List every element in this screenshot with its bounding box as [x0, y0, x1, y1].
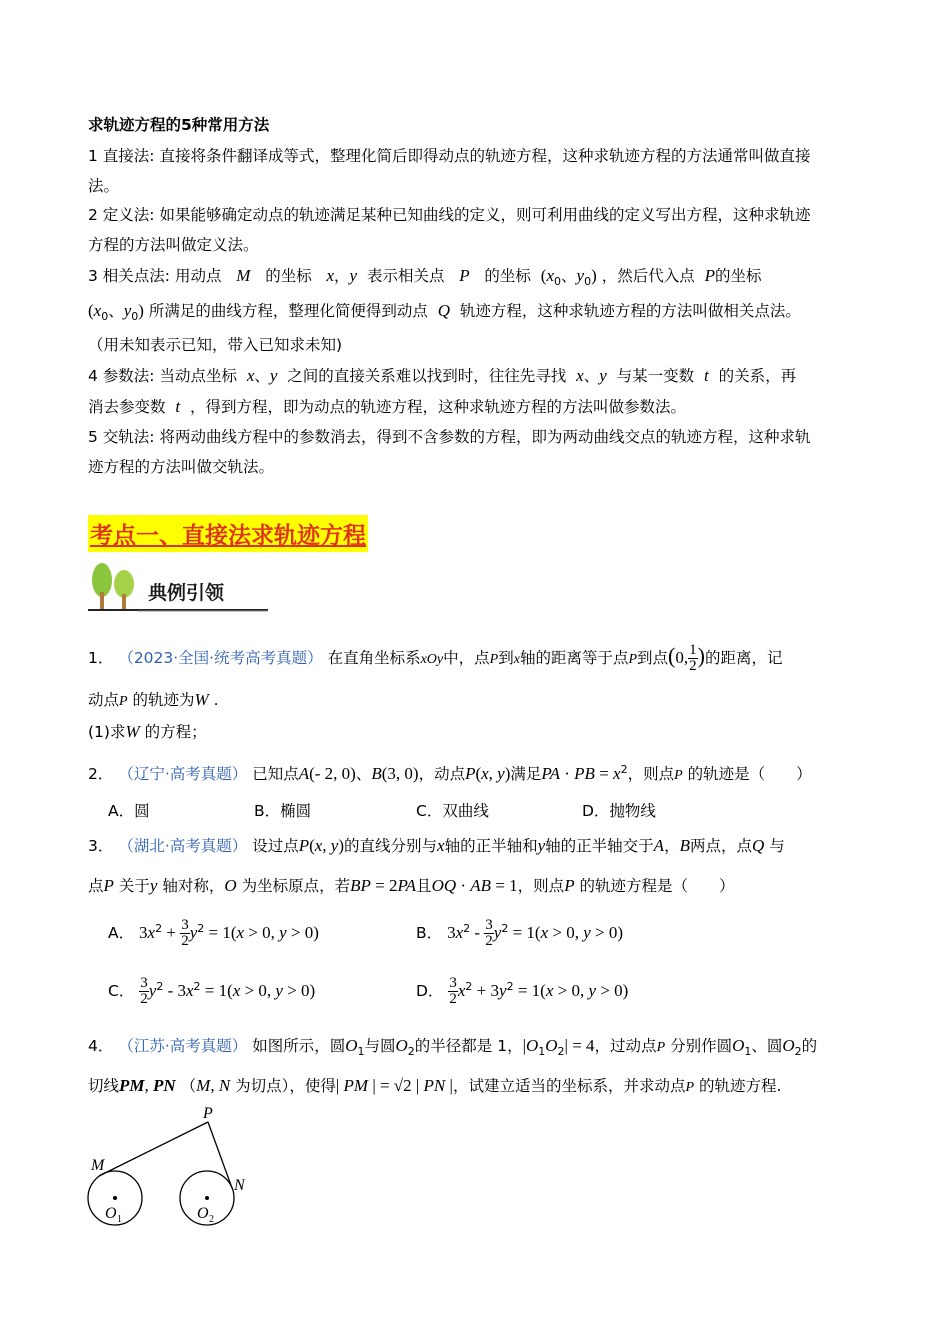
question-4-line-1: 4． （江苏·高考真题） 如图所示，圆$O_1$与圆$O_2$的半径都是 1，$|O_1O_2| = 4$，过动点P 分别作圆$O_1$、圆$O_2$的	[88, 1036, 818, 1059]
method-5-line-2: 迹方程的方法叫做交轨法。	[88, 458, 275, 476]
method-5-line-1: 5 交轨法: 将两动曲线方程中的参数消去，得到不含参数的方程，即为两动曲线交点的轨迹方程，这种求轨	[88, 428, 811, 446]
method-3-line-1: 3 相关点法: 用动点 M 的坐标 x，y 表示相关点 P 的坐标 ($x_0$、$y_0$) ，然后代入点 P的坐标	[88, 266, 762, 289]
label-m: M	[91, 1157, 105, 1174]
question-3-option-c: C． $\frac{3}{2}$ $y^2 - 3x^2 = 1(x > 0$, y > 0)	[108, 975, 316, 1007]
center-o1	[113, 1196, 117, 1200]
question-2-line-1: 2． （辽宁·高考真题） 已知点A(- 2, 0)、B(3, 0)，动点P(x, y)满足PA · PB = $x^2$，则点P 的轨迹是（ ）	[88, 763, 812, 784]
method-3-line-2: ($x_0$、$y_0$) 所满足的曲线方程，整理化简便得到动点 Q 轨迹方程，这种求轨迹方程的方法叫做相关点法。	[88, 301, 801, 324]
question-3-source: （湖北·高考真题）	[118, 837, 248, 855]
question-2-option-b: B．椭圆	[254, 802, 312, 820]
center-o2	[205, 1196, 209, 1200]
circles-figure	[85, 1100, 265, 1230]
tangent-pn	[208, 1122, 232, 1188]
method-4-line-2: 消去参变数 t ，得到方程，即为动点的轨迹方程，这种求轨迹方程的方法叫做参数法。	[88, 397, 686, 416]
section-title: 考点一、直接法求轨迹方程	[88, 515, 368, 552]
banner-label: 典例引领	[148, 582, 225, 604]
method-2-line-2: 方程的方法叫做定义法。	[88, 236, 259, 254]
label-o1: O	[105, 1205, 117, 1222]
svg-text:2: 2	[209, 1214, 214, 1225]
tangent-pm	[99, 1122, 208, 1176]
svg-text:1: 1	[117, 1214, 122, 1225]
question-2-source: （辽宁·高考真题）	[118, 765, 248, 784]
method-4-line-1: 4 参数法: 当动点坐标 x、y 之间的直接关系难以找到时，往往先寻找 x、y 与某一变数 t 的关系，再	[88, 366, 797, 385]
question-3-option-a: A． $3x^2$ + $\frac{3}{2}$ $y^2 = 1(x > 0$, y > 0)	[108, 917, 319, 949]
question-4-line-2: 切线PM, PN （M, N 为切点），使得| PM | = √2 | PN |，试建立适当的坐标系，并求动点P 的轨迹方程.	[88, 1076, 782, 1095]
question-2-option-d: D．抛物线	[582, 802, 656, 820]
question-3-option-d: D． $\frac{3}{2}$ $x^2 + 3y^2 = 1(x > 0$, y > 0)	[416, 975, 629, 1007]
question-1-sub-1: (1)求W 的方程；	[88, 722, 207, 741]
question-3-option-b: B． $3x^2$ - $\frac{3}{2}$ $y^2 = 1(x > 0$, y > 0)	[416, 917, 624, 949]
question-1-source: （2023·全国·统考高考真题）	[118, 649, 323, 667]
method-1-line-1: 1 直接法: 直接将条件翻译成等式，整理化简后即得动点的轨迹方程，这种求轨迹方程的方法通常叫做直接	[88, 147, 811, 165]
question-3-line-2: 点P 关于y 轴对称，O 为坐标原点，若BP = 2PA且OQ · AB = 1，则点P 的轨迹方程是（ ）	[88, 876, 735, 895]
methods-title: 求轨迹方程的5种常用方法	[88, 116, 270, 134]
example-banner	[88, 562, 270, 614]
question-4-source: （江苏·高考真题）	[118, 1037, 248, 1055]
question-3-line-1: 3． （湖北·高考真题） 设过点P(x, y)的直线分别与x轴的正半轴和y轴的正半轴交于A，B两点，点Q 与	[88, 836, 785, 855]
method-2-line-1: 2 定义法: 如果能够确定动点的轨迹满足某种已知曲线的定义，则可利用曲线的定义写出方程，这种求轨迹	[88, 206, 811, 224]
label-o2: O	[197, 1205, 209, 1222]
question-1-line-1: 1． （2023·全国·统考高考真题） 在直角坐标系xOy中，点P到x轴的距离等于点P到点(0, $\frac{1}{2}$ )的距离，记	[88, 642, 783, 674]
label-n: N	[234, 1177, 245, 1194]
question-1-line-2: 动点P 的轨迹为W .	[88, 690, 219, 709]
method-3-line-3: （用未知表示已知，带入已知求未知)	[88, 336, 343, 354]
method-1-line-2: 法。	[88, 177, 120, 195]
question-2-option-a: A．圆	[108, 802, 150, 820]
label-p: P	[203, 1105, 213, 1122]
question-2-option-c: C．双曲线	[416, 802, 489, 820]
